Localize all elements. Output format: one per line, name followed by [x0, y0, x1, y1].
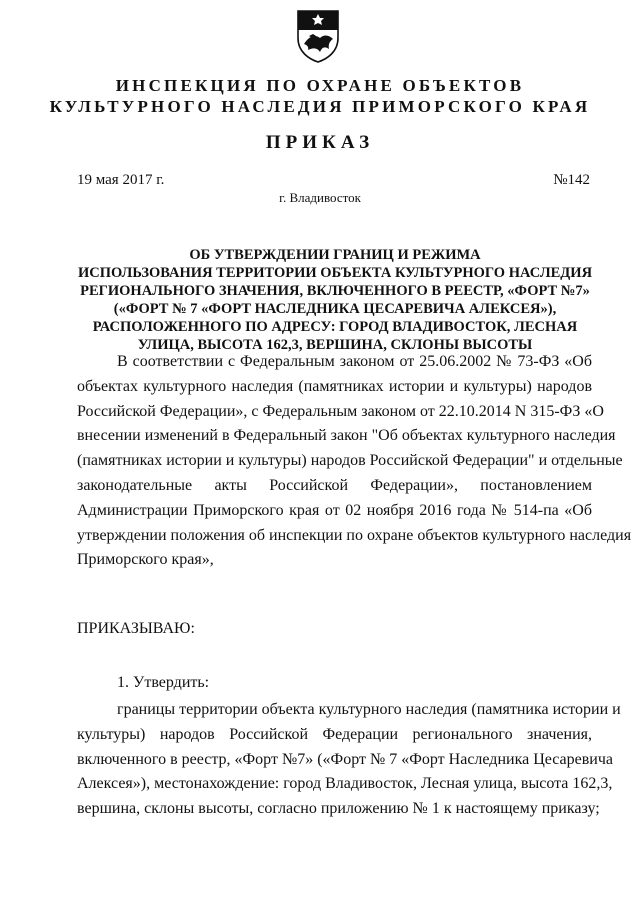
- paragraph-line: Российской Федерации», с Федеральным законом от 22.10.2014 N 315-ФЗ «О: [77, 402, 604, 420]
- order-number: №142: [553, 172, 590, 188]
- title-line: ОБ УТВЕРЖДЕНИИ ГРАНИЦ И РЕЖИМА: [189, 247, 481, 263]
- title-line: РЕГИОНАЛЬНОГО ЗНАЧЕНИЯ, ВКЛЮЧЕННОГО В РЕЕСТР, «ФОРТ №7»: [80, 283, 590, 299]
- primorsky-coat-of-arms-icon: [295, 8, 341, 64]
- paragraph-line: Приморского края»,: [77, 551, 214, 569]
- order-title: [50, 246, 620, 354]
- organization-name-line-2: КУЛЬТУРНОГО НАСЛЕДИЯ ПРИМОРСКОГО КРАЯ: [49, 97, 591, 116]
- paragraph-line: (памятниках истории и культуры) народов Российской Федерации" и отдельные: [77, 452, 623, 470]
- paragraph-line: культуры) народов Российской Федерации регионального значения,: [77, 725, 592, 743]
- order-directive: ПРИКАЗЫВАЮ:: [77, 620, 195, 637]
- title-line: («ФОРТ № 7 «ФОРТ НАСЛЕДНИКА ЦЕСАРЕВИЧА АЛЕКСЕЯ»),: [113, 301, 557, 317]
- paragraph-line: включенного в реестр, «Форт №7» («Форт № 7 «Форт Наследника Цесаревича: [77, 750, 614, 768]
- title-line: ИСПОЛЬЗОВАНИЯ ТЕРРИТОРИИ ОБЪЕКТА КУЛЬТУРНОГО НАСЛЕДИЯ: [77, 265, 593, 281]
- paragraph-line: В соответствии с Федеральным законом от 25.06.2002 № 73-ФЗ «Об: [117, 353, 592, 370]
- title-line: УЛИЦА, ВЫСОТА 162,3, ВЕРШИНА, СКЛОНЫ ВЫСОТЫ: [137, 337, 533, 353]
- paragraph-line: вершина, склоны высоты, согласно приложению № 1 к настоящему приказу;: [77, 800, 600, 818]
- item-1-paragraph: [77, 698, 621, 822]
- paragraph-line: законодательные акты Российской Федерации», постановлением: [77, 476, 592, 494]
- item-1-label: 1. Утвердить:: [117, 674, 210, 691]
- title-line: РАСПОЛОЖЕННОГО ПО АДРЕСУ: ГОРОД ВЛАДИВОСТОК, ЛЕСНАЯ: [92, 319, 578, 335]
- paragraph-line: утверждении положения об инспекции по охране объектов культурного наследия: [77, 526, 632, 544]
- order-date: 19 мая 2017 г.: [77, 172, 165, 188]
- document-type: ПРИКАЗ: [265, 132, 375, 153]
- preamble-paragraph: [77, 350, 632, 573]
- organization-name-line-1: ИНСПЕКЦИЯ ПО ОХРАНЕ ОБЪЕКТОВ: [115, 76, 525, 95]
- paragraph-line: Администрации Приморского края от 02 ноября 2016 года № 514-па «Об: [77, 501, 592, 519]
- order-city: г. Владивосток: [279, 190, 361, 205]
- paragraph-line: внесении изменений в Федеральный закон "Об объектах культурного наследия: [77, 427, 616, 445]
- paragraph-line: границы территории объекта культурного наследия (памятника истории и: [117, 701, 621, 718]
- paragraph-line: Алексея»), местонахождение: город Владивосток, Лесная улица, высота 162,3,: [77, 775, 613, 793]
- paragraph-line: объектах культурного наследия (памятниках истории и культуры) народов: [77, 377, 592, 395]
